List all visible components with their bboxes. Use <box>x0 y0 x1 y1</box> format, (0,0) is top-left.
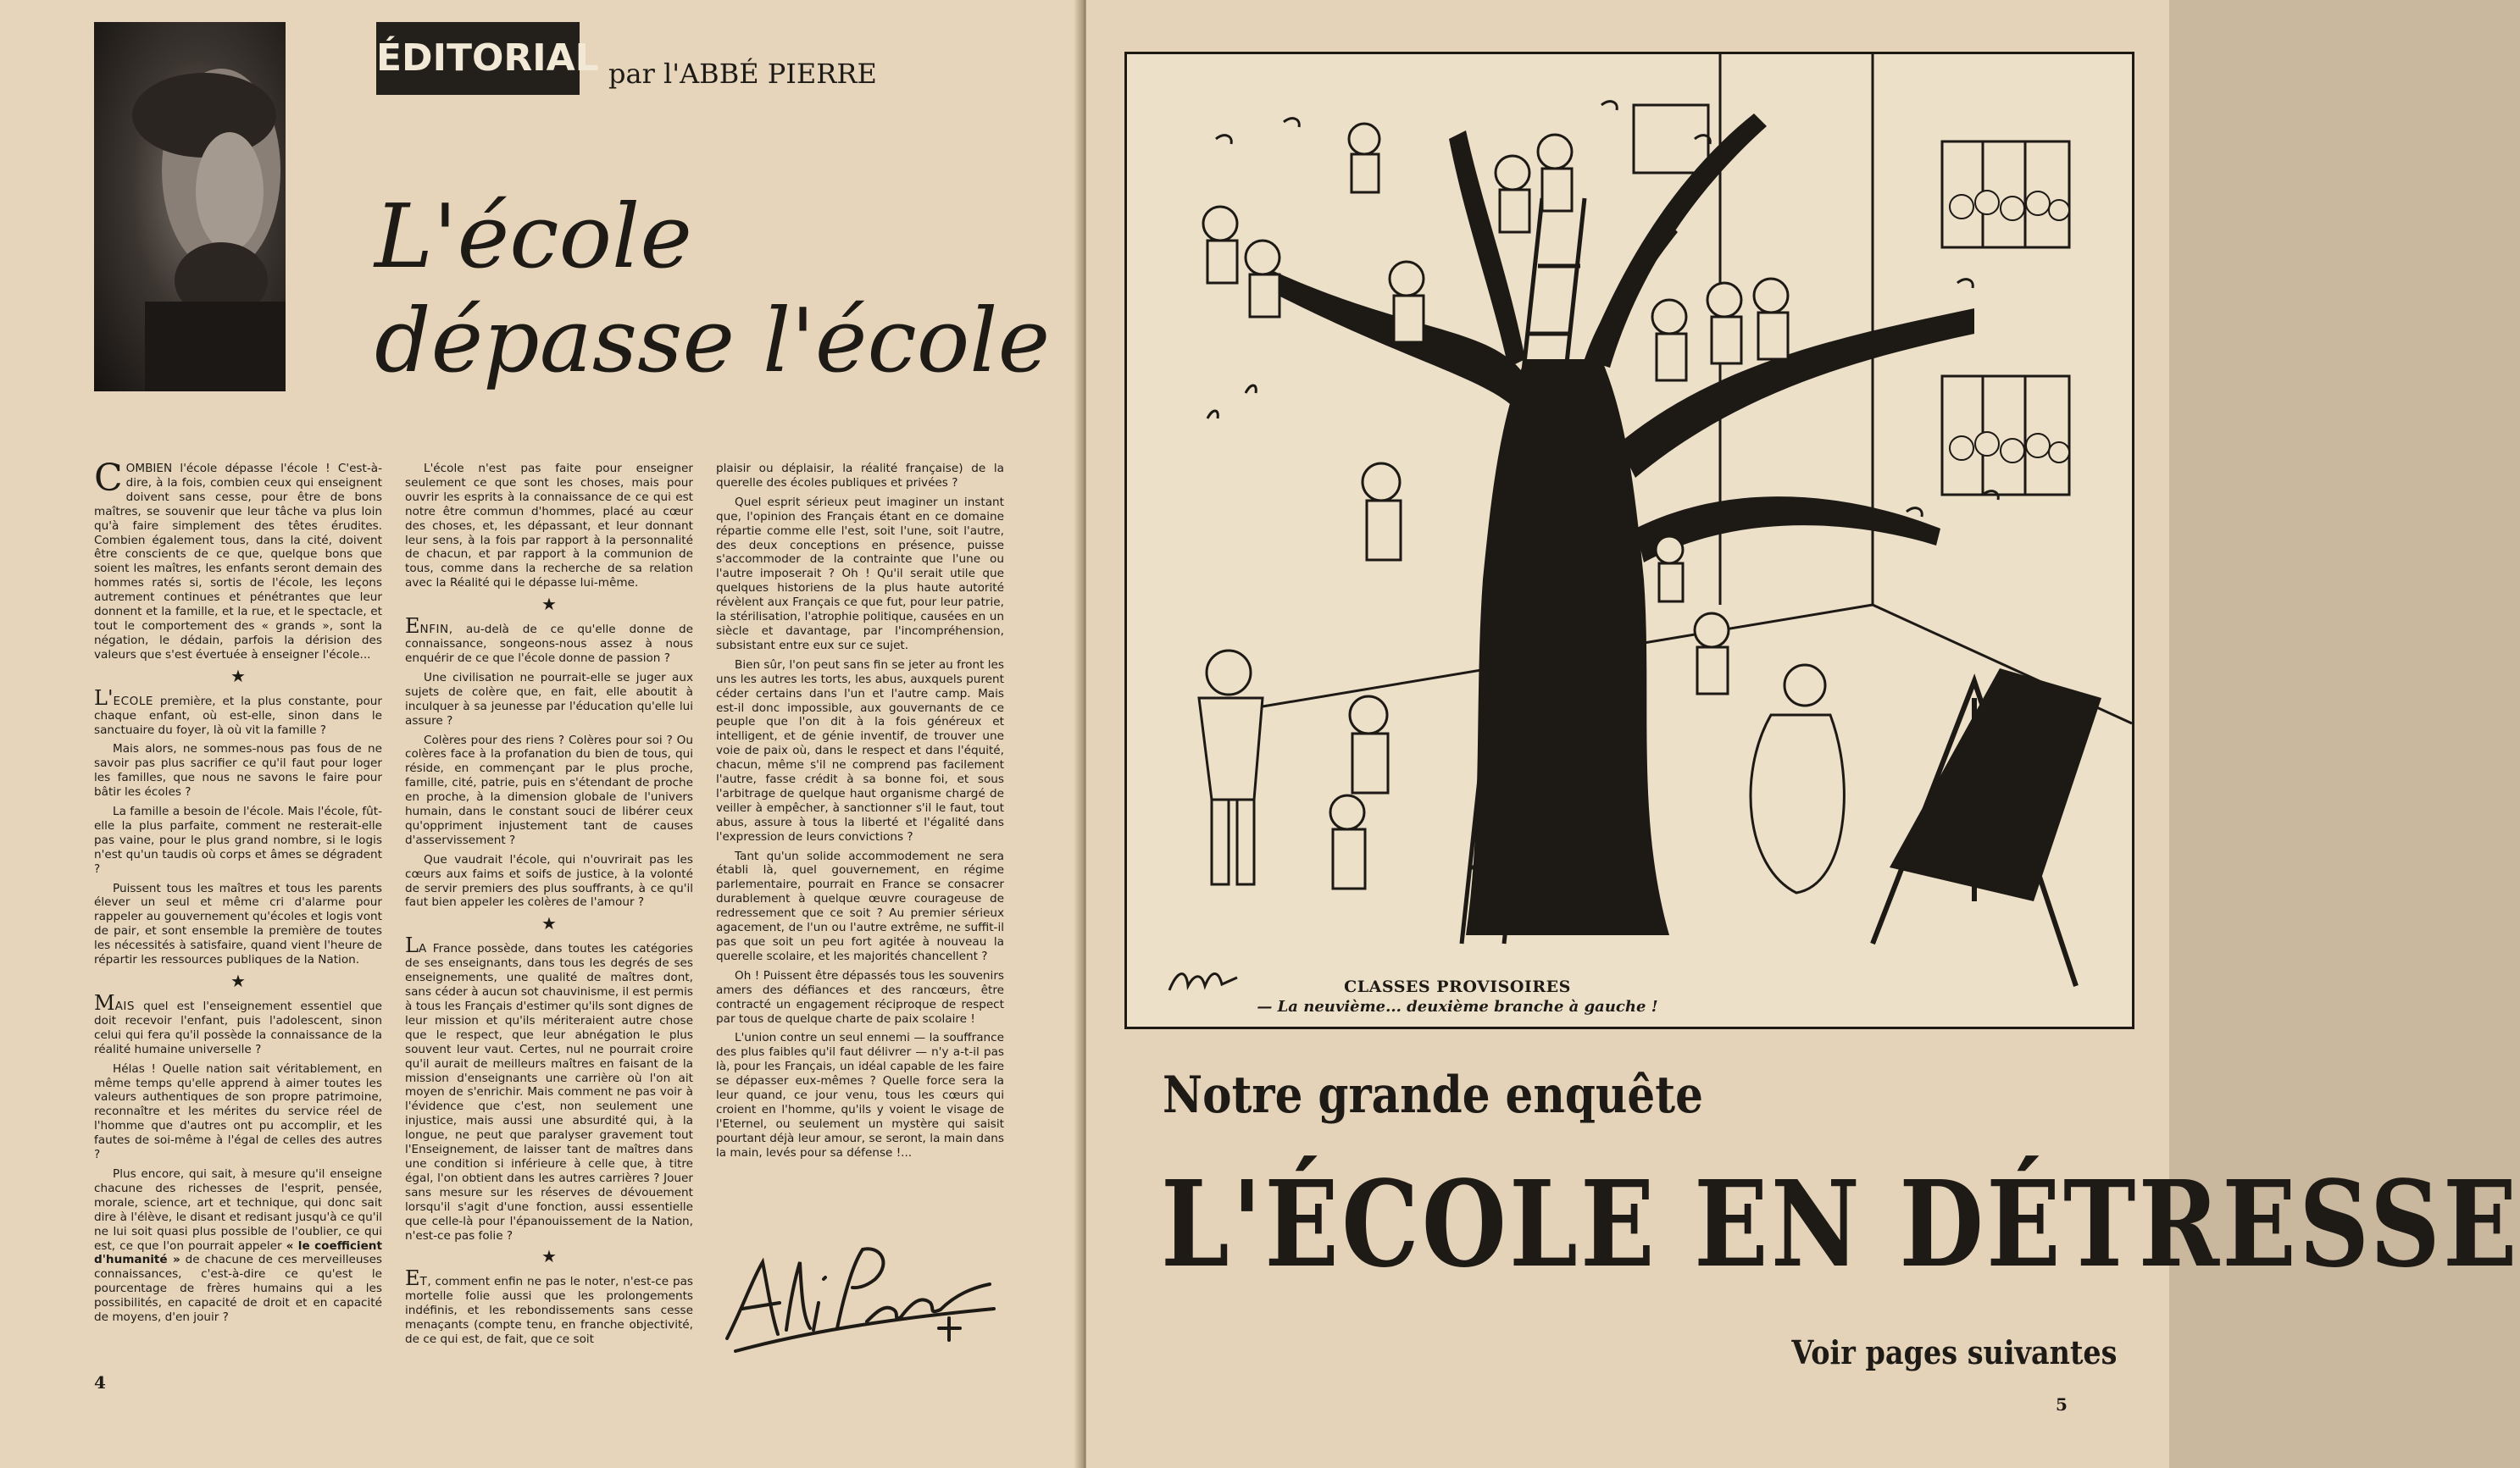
right-page <box>1086 0 2520 1468</box>
paragraph-text: Plus encore, qui sait, à mesure qu'il enseigne chacune des richesses de l'esprit, pensée, morale, science, art et technique, qui donc sait dire à l'élève, le disant et redisant jusqu'à ce qu'il ne lui soit quasi plus possible de l'oublier, ce qui est, ce que l'on pourrait appeler <box>94 1166 382 1253</box>
cartoon-caption-text: — La neuvième... deuxième branche à gauche ! <box>1257 998 1658 1016</box>
paragraph: Une civilisation ne pourrait-elle se juger aux sujets de colère que, en fait, elle aboutit à inculquer à sa jeunesse par l'éducation qu'elle lui assure ? <box>405 670 693 728</box>
initial-letter: E <box>405 1266 420 1291</box>
paragraph <box>94 991 382 1057</box>
text-column-3 <box>716 462 1004 1166</box>
section-star: ★ <box>541 913 557 934</box>
paragraph-text: de chacune de ces merveilleuses connaissances, c'est-à-dire ce qu'est le pourcentage de frères humains qui a les possibilités, en capacité de droit et en capacité de moyens, d'en jouir ? <box>94 1253 383 1325</box>
initial-letter: E <box>405 614 420 639</box>
paragraph: Hélas ! Quelle nation sait véritablement, en même temps qu'elle apprend à aimer toutes les valeurs authentiques de son propre patrimoine, reconnaître et les mérites du service réel de l'homme que d'autres ont pu accomplir, et les fautes de soi-même à l'égal de celles des autres ? <box>94 1061 382 1162</box>
paragraph-text: quel est l'enseignement essentiel que doit recevoir l'enfant, puis l'adolescent, sinon celui qui fera qu'il possède la connaissance de la réalité humaine universelle ? <box>94 1000 382 1056</box>
paragraph: Puissent tous les maîtres et tous les parents élever un seul et même cri d'alarme pour rappeler au gouvernement qu'écoles et logis vont de pair, et sont ensemble la première de toutes les nécessités à satisfaire, quand vient l'heure de répartir les ressources publiques de la Nation. <box>94 881 382 967</box>
text-column-2 <box>405 462 693 1352</box>
cartoon-caption-title: CLASSES PROVISOIRES <box>1344 978 1571 996</box>
page-number: 4 <box>94 1372 106 1393</box>
paragraph: Quel esprit sérieux peut imaginer un instant que, l'opinion des Français étant en ce domaine répartie comme elle l'est, soit l'une, soit l'autre, des deux conceptions en présence, puisse s'accommoder de la contrainte que l'une ou l'autre imposerait ? Oh ! Qu'il serait utile que quelques historiens de la plus haute autorité révèlent aux Français ce que fut, pour leur patrie, la stérilisation, l'atrophie politique, causées en un siècle et davantage, par l'incompréhension, subsistant entre eux sur ce sujet. <box>716 495 1004 652</box>
paragraph-text: France possède, dans toutes les catégories de ses enseignants, dans tous les degrés de ses enseignements, une qualité de maîtres dont, sans céder à aucun sot chauvinisme, il est permis à tous les Français d'estimer qu'ils sont dignes de leur mission et qu'ils mériteraient autre chose que le respect, que leur abnégation le plus souvent leur vaut. Certes, nul ne pourrait croire qu'il aurait de meilleurs maîtres en faisant de la mission d'enseignants une carrière où l'on ait moyen de s'enrichir. Mais comment ne pas voir à l'évidence que c'est, non seulement une injustice, mais aussi une absurdité qui, à la longue, ne peut que paralyser gravement tout l'Enseignement, de laisser tant de maîtres dans une condition si inférieure à celle que, à titre égal, l'on obtient dans les autres carrières ? Jouer sans mesure sur les réserves de dévouement lorsqu'il s'agit d'une fonction, aussi essentielle que celle-là pour l'épanouissement de la Nation, n'est-ce pas folie ? <box>405 942 693 1243</box>
paragraph: Mais alors, ne sommes-nous pas fous de ne savoir pas plus sacrifier ce qu'il faut pour loger les familles, que nous ne savons le faire pour bâtir les écoles ? <box>94 742 382 800</box>
section-star: ★ <box>541 1246 557 1267</box>
paragraph <box>94 685 382 738</box>
cartoon-illustration <box>1124 52 2134 1029</box>
paragraph <box>405 933 693 1243</box>
small-caps-word: AIS <box>114 1000 136 1013</box>
small-caps-word: T <box>419 1275 428 1289</box>
section-star: ★ <box>541 594 557 615</box>
title-line-1: L'école <box>375 185 692 288</box>
survey-kicker: Notre grande enquête <box>1163 1066 1703 1125</box>
initial-letter: L <box>405 933 419 958</box>
paragraph: L'union contre un seul ennemi — la souffrance des plus faibles qu'il faut délivrer — n'y a-t-il pas là, pour les Français, un idéal capable de les faire se dépasser eux-mêmes ? Quelle force sera la leur quand, ce jour venu, tous les cœurs qui croient en l'homme, qu'ils y voient le visage de l'Eternel, ou seulement un mystère qui saisit pourtant déjà leur amour, se seront, la main dans la main, levés pour sa défense !... <box>716 1031 1004 1160</box>
initial-letter: M <box>94 991 115 1015</box>
main-headline: L'ÉCOLE EN DÉTRESSE <box>1161 1155 2520 1294</box>
paragraph <box>405 1266 693 1347</box>
paragraph: L'école n'est pas faite pour enseigner seulement ce que sont les choses, mais pour ouvrir les esprits à la connaissance de ce qui est notre être commun d'hommes, placé au cœur des choses, et, les dépassant, et leur donnant leur sens, à la fois par rapport à la personnalité de chacun, et par rapport à la communion de tous, comme dans la recherche de sa relation avec la Réalité qui le dépasse lui-même. <box>405 462 693 590</box>
paragraph: Que vaudrait l'école, qui n'ouvrirait pas les cœurs aux faims et soifs de justice, à la volonté de servir premiers des plus souffrants, à ce qu'il faut bien appeler les colères de l'amour ? <box>405 852 693 910</box>
section-star: ★ <box>230 665 246 686</box>
title-line-2: dépasse l'école <box>375 288 1051 392</box>
handwritten-signature <box>719 1228 1007 1355</box>
small-caps-word: NFIN <box>419 623 449 637</box>
portrait-illustration <box>94 22 286 391</box>
continuation-note: Voir pages suivantes <box>1790 1333 2117 1371</box>
page-number: 5 <box>2056 1394 2068 1415</box>
classroom-tree-drawing <box>1127 54 2132 1027</box>
author-portrait <box>94 22 286 391</box>
author-byline: par l'ABBÉ PIERRE <box>608 58 877 90</box>
initial-letter: L' <box>94 685 114 710</box>
paragraph-text: , au-delà de ce qu'elle donne de connaissance, songeons-nous assez à nous enquérir de ce que l'école donne de passion ? <box>405 623 693 665</box>
paragraph-text: , comment enfin ne pas le noter, n'est-ce pas mortelle folie aussi que les prolongements indéfinis, et les rebondissements sans cesse menaçants (compte tenu, en franche objectivité, de ce qui est, de fait, que ce soit <box>405 1275 693 1347</box>
paragraph: La famille a besoin de l'école. Mais l'école, fût-elle la plus parfaite, comment ne resterait-elle pas vaine, pour le plus grand nombre, si le logis n'est qu'un taudis où corps et âmes se dégradent ? <box>94 805 382 876</box>
paragraph: plaisir ou déplaisir, la réalité française) de la querelle des écoles publiques et privées ? <box>716 462 1004 490</box>
paragraph: Colères pour des riens ? Colères pour soi ? Ou colères face à la profanation du bien de tous, qui réside, en commençant par le plus proche, famille, cité, patrie, puis en s'étendant de proche en proche, à la dimension globale de l'univers humain, dans le constant souci de libérer ceux qu'oppriment injustement tant de causes d'asservissement ? <box>405 733 693 847</box>
small-caps-word: A <box>418 942 427 956</box>
paragraph <box>94 457 382 662</box>
left-page <box>0 0 1083 1468</box>
drop-cap: C <box>94 457 123 500</box>
text-column-1 <box>94 457 383 1330</box>
emphasis: « le coefficient d'humanité » <box>94 1238 382 1267</box>
section-star: ★ <box>230 971 246 991</box>
paragraph-text: OMBIEN l'école dépasse l'école ! C'est-à-dire, à la fois, combien ceux qui enseignent doivent sans cesse, pour être de bons maîtres, se souvenir que leur tâche va plus loin qu'à faire simplement des têtes érudites. Combien également tous, dans la cité, doivent être conscients de ce que, quelque bons que soient les maîtres, les enfants seront demain des hommes ratés si, sortis de l'école, les leçons autrement continues et pénétrantes que leur donnent et la famille, et la rue, et le spectacle, et tout le comportement des « grands », sont la négation, le dédain, parfois la dérision des valeurs que s'est évertuée à enseigner l'école... <box>94 462 382 662</box>
small-caps-word: ECOLE <box>113 694 153 708</box>
section-kicker: ÉDITORIAL <box>376 22 580 95</box>
paragraph: Bien sûr, l'on peut sans fin se jeter au front les uns les autres les torts, les abus, auxquels purent céder certains dans l'un et l'autre camp. Mais est-il donc impossible, aux gouvernants de ce peuple que l'on dit à la fois généreux et intelligent, et de génie inventif, de trouver une voie de paix où, dans le respect et dans l'équité, chacun, même s'il ne comprend pas facilement l'autre, fasse crédit à sa bonne foi, et sous l'arbitrage de quelque haut organisme chargé de veiller à empêcher, à sanctionner s'il le faut, tout abus, assure à tous la liberté et l'égalité dans l'expression de leurs convictions ? <box>716 657 1004 844</box>
paragraph-text: première, et la plus constante, pour chaque enfant, où est-elle, sinon dans le sanctuaire du foyer, là où vit la famille ? <box>94 694 382 737</box>
paragraph <box>94 1167 382 1325</box>
article-title <box>375 185 1050 392</box>
paragraph <box>405 614 693 666</box>
paragraph: Tant qu'un solide accommodement ne sera établi là, quel gouvernement, en régime parlementaire, pourrait en France se consacrer durablement à quelque œuvre courageuse de redressement que ce soit ? Au premier sérieux agacement, de l'un ou l'autre extrême, ne suffit-il pas que soit un peu fort agitée à nouveau la querelle scolaire, et les majorités chancellent ? <box>716 849 1004 963</box>
paragraph: Oh ! Puissent être dépassés tous les souvenirs amers des défiances et des rancœurs, être contracté un engagement réciproque de respect par tous de quelque charte de paix scolaire ! <box>716 968 1004 1026</box>
